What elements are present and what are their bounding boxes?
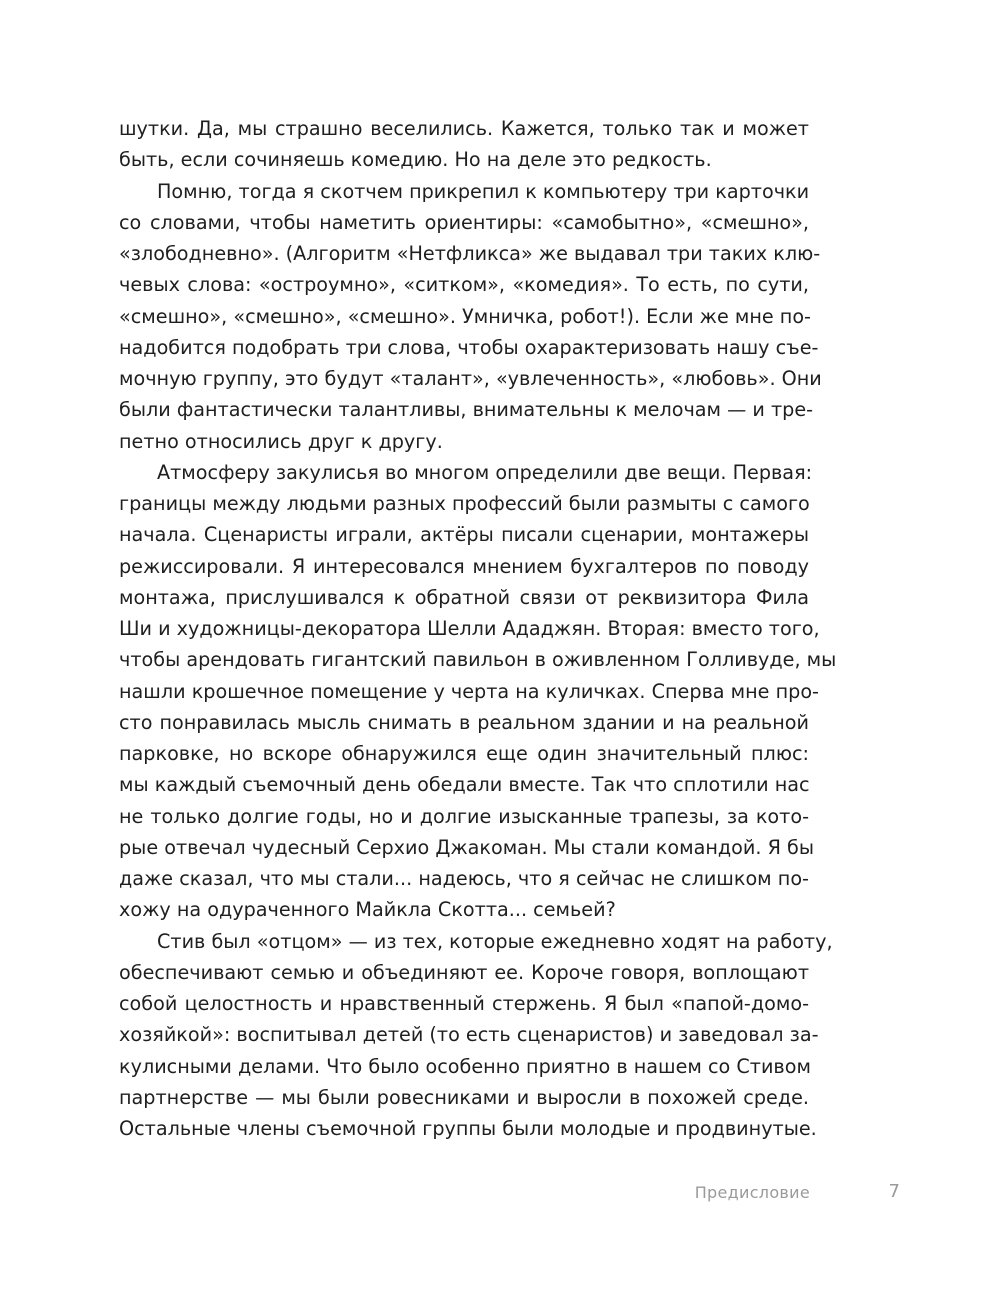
running-footer-title: Предисловие bbox=[694, 1183, 810, 1202]
text-line: петно относились друг к другу. bbox=[119, 429, 443, 453]
text-line: мы каждый съемочный день обедали вместе. Так что сплотили нас bbox=[119, 773, 810, 797]
text-line: нашли крошечное помещение у черта на куличках. Сперва мне про- bbox=[119, 679, 819, 703]
text-line: были фантастически талантливы, внимательны к мелочам — и тре- bbox=[119, 398, 814, 422]
text-line: кулисными делами. Что было особенно приятно в нашем со Стивом bbox=[119, 1054, 811, 1078]
text-line: Помню, тогда я скотчем прикрепил к компьютеру три карточки bbox=[157, 179, 810, 203]
text-line: чтобы арендовать гигантский павильон в оживленном Голливуде, мы bbox=[119, 648, 837, 672]
text-line: Остальные члены съемочной группы были молодые и продвинутые. bbox=[119, 1117, 817, 1140]
text-line: партнерстве — мы были ровесниками и выросли в похожей среде. bbox=[119, 1085, 809, 1109]
text-line: собой целостность и нравственный стержень. Я был «папой-домо- bbox=[119, 992, 809, 1015]
text-line: Ши и художницы-декоратора Шелли Ададжян. Вторая: вместо того, bbox=[119, 617, 820, 640]
text-line: режиссировали. Я интересовался мнением бухгалтеров по поводу bbox=[119, 554, 809, 578]
body-text bbox=[119, 113, 837, 1144]
text-line: чевых слова: «остроумно», «ситком», «комедия». То есть, по сути, bbox=[119, 273, 809, 297]
text-line: Стив был «отцом» — из тех, которые ежедневно ходят на работу, bbox=[157, 929, 833, 953]
text-line: даже сказал, что мы стали... надеюсь, что я сейчас не слишком по- bbox=[119, 867, 809, 890]
text-line: «смешно», «смешно», «смешно». Умничка, робот!). Если же мне по- bbox=[119, 304, 811, 328]
text-line: надобится подобрать три слова, чтобы охарактеризовать нашу съе- bbox=[119, 335, 819, 359]
text-line: быть, если сочиняешь комедию. Но на деле это редкость. bbox=[119, 148, 712, 172]
text-line: «злободневно». (Алгоритм «Нетфликса» же выдавал три таких клю- bbox=[119, 242, 821, 265]
text-line: хозяйкой»: воспитывал детей (то есть сценаристов) и заведовал за- bbox=[119, 1023, 819, 1047]
text-line: обеспечивают семью и объединяют ее. Короче говоря, воплощают bbox=[119, 960, 809, 984]
text-line: монтажа, прислушивался к обратной связи от реквизитора Фила bbox=[119, 585, 809, 609]
page-number: 7 bbox=[888, 1181, 900, 1202]
text-line: начала. Сценаристы играли, актёры писали сценарии, монтажеры bbox=[119, 523, 809, 547]
text-line: Атмосферу закулисья во многом определили две вещи. Первая: bbox=[157, 460, 813, 484]
text-line: шутки. Да, мы страшно веселились. Кажется, только так и может bbox=[119, 117, 809, 140]
text-line: парковке, но вскоре обнаружился еще один значительный плюс: bbox=[119, 742, 809, 765]
text-line: хожу на одураченного Майкла Скотта... семьей? bbox=[119, 898, 616, 922]
text-line: границы между людьми разных профессий были размыты с самого bbox=[119, 492, 810, 515]
text-line: мочную группу, это будут «талант», «увлеченность», «любовь». Они bbox=[119, 367, 822, 390]
text-line: рые отвечал чудесный Серхио Джакоман. Мы стали командой. Я бы bbox=[119, 835, 814, 859]
text-line: не только долгие годы, но и долгие изысканные трапезы, за кото- bbox=[119, 804, 809, 828]
text-line: сто понравилась мысль снимать в реальном здании и на реальной bbox=[119, 710, 809, 734]
text-line: со словами, чтобы наметить ориентиры: «самобытно», «смешно», bbox=[119, 210, 809, 234]
